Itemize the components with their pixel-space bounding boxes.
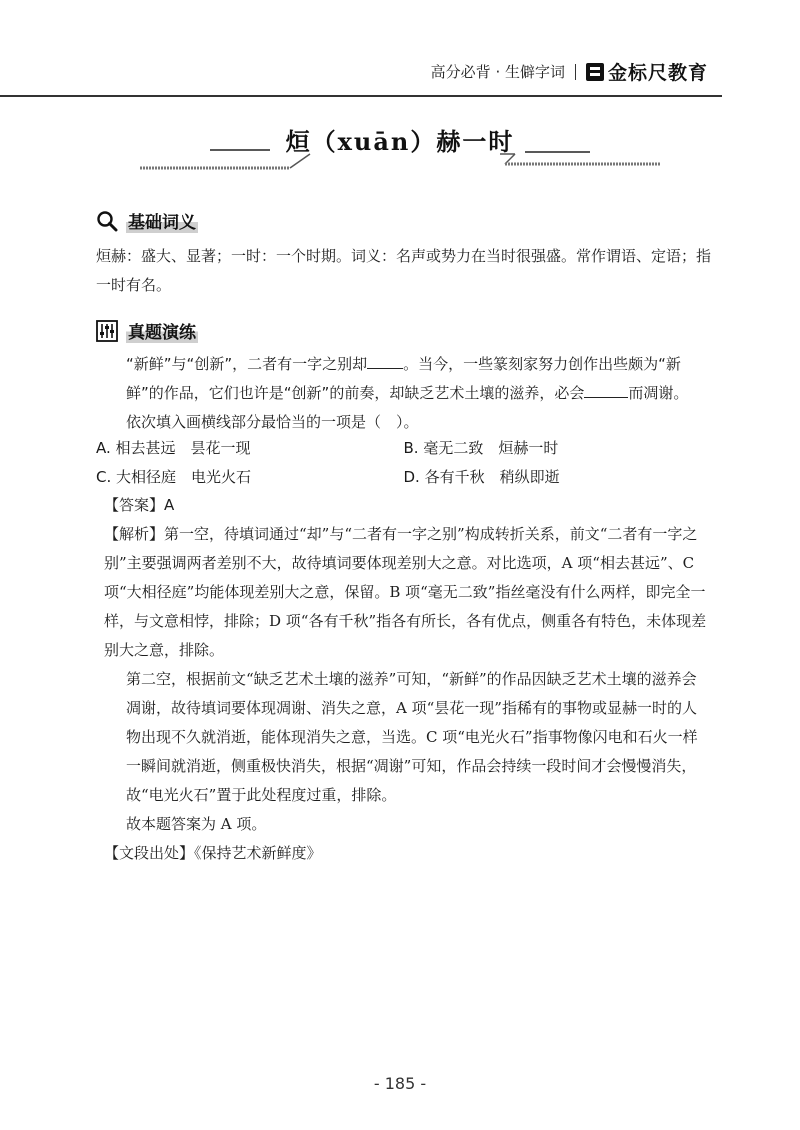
header-subtitle: 高分必背 · 生僻字词: [430, 63, 565, 81]
option-c: C. 大相径庭 电光火石: [96, 468, 252, 486]
analysis-conclusion: 故本题答案为 A 项。: [126, 815, 267, 833]
section-practice: [96, 318, 198, 343]
definition-text: 烜赫：盛大、显著；一时：一个时期。词义：名声或势力在当时很强盛。常作谓语、定语；指一时有名。: [96, 247, 712, 294]
question-text: “新鲜”与“创新”，二者有一字之别却 。当今，一些篆刻家努力创作出些颇为“新鲜”的作品，它们也许是“创新”的前奏，却缺乏艺术土壤的滋养，必会 而凋谢。: [126, 355, 689, 402]
answer-line: [96, 491, 711, 520]
option-d: D. 各有千秋 稍纵即逝: [403, 468, 560, 486]
options-list: [96, 433, 711, 491]
option-a: A. 相去甚远 昙花一现: [96, 439, 251, 457]
section-heading: 真题演练: [126, 318, 198, 343]
title-block: [140, 122, 660, 172]
equalizer-icon: [96, 320, 118, 342]
answer-tag: 【答案】: [104, 496, 165, 514]
brand-logo: [586, 58, 708, 85]
source-title: 《保持艺术新鲜度》: [194, 844, 322, 862]
header-divider: [575, 64, 576, 80]
section-basic-meaning: [96, 208, 198, 233]
header-rule: [0, 95, 722, 97]
blank-2: [584, 383, 628, 398]
magnifier-icon: [96, 210, 118, 232]
brand-name: 金标尺教育: [607, 62, 708, 84]
page-title: 烜（xuān）赫一时: [285, 127, 515, 156]
question-prompt: 依次填入画横线部分最恰当的一项是（ ）。: [126, 413, 419, 431]
answer-value: A: [164, 496, 175, 514]
section-heading: 基础词义: [126, 208, 198, 233]
page-header: [431, 58, 708, 85]
analysis-block: [96, 520, 711, 868]
question-stem: [96, 350, 711, 437]
brand-mark-icon: [586, 63, 604, 81]
analysis-tag: 【解析】: [104, 525, 165, 543]
page-number: - 185 -: [373, 1074, 427, 1093]
option-b: B. 毫无二致 烜赫一时: [403, 439, 559, 457]
source-tag: 【文段出处】: [104, 844, 195, 862]
analysis-paragraph-1: 第一空，待填词通过“却”与“二者有一字之别”构成转折关系，前文“二者有一字之别”主要强调两者差别不大，故待填词要体现差别大之意。对比选项，A 项“相去甚远”、C 项“大相径庭”均能体现差别大之意，保留。B 项“毫无二致”指丝毫没有什么两样，即完全一样，与文意相悖，排除；D 项“各有千秋”指各有所长，各有优点，侧重各有特色，未体现差别大之意，排除。: [104, 525, 707, 659]
analysis-paragraph-2: 第二空，根据前文“缺乏艺术土壤的滋养”可知，“新鲜”的作品因缺乏艺术土壤的滋养会凋谢，故待填词要体现凋谢、消失之意，A 项“昙花一现”指稀有的事物或显赫一时的人物出现不久就消逝，能体现消失之意，当选。C 项“电光火石”指事物像闪电和石火一样一瞬间就消逝，侧重极快消失，根据“凋谢”可知，作品会持续一段时间才会慢慢消失，故“电光火石”置于此处程度过重，排除。: [126, 670, 698, 804]
blank-1: [367, 354, 403, 369]
